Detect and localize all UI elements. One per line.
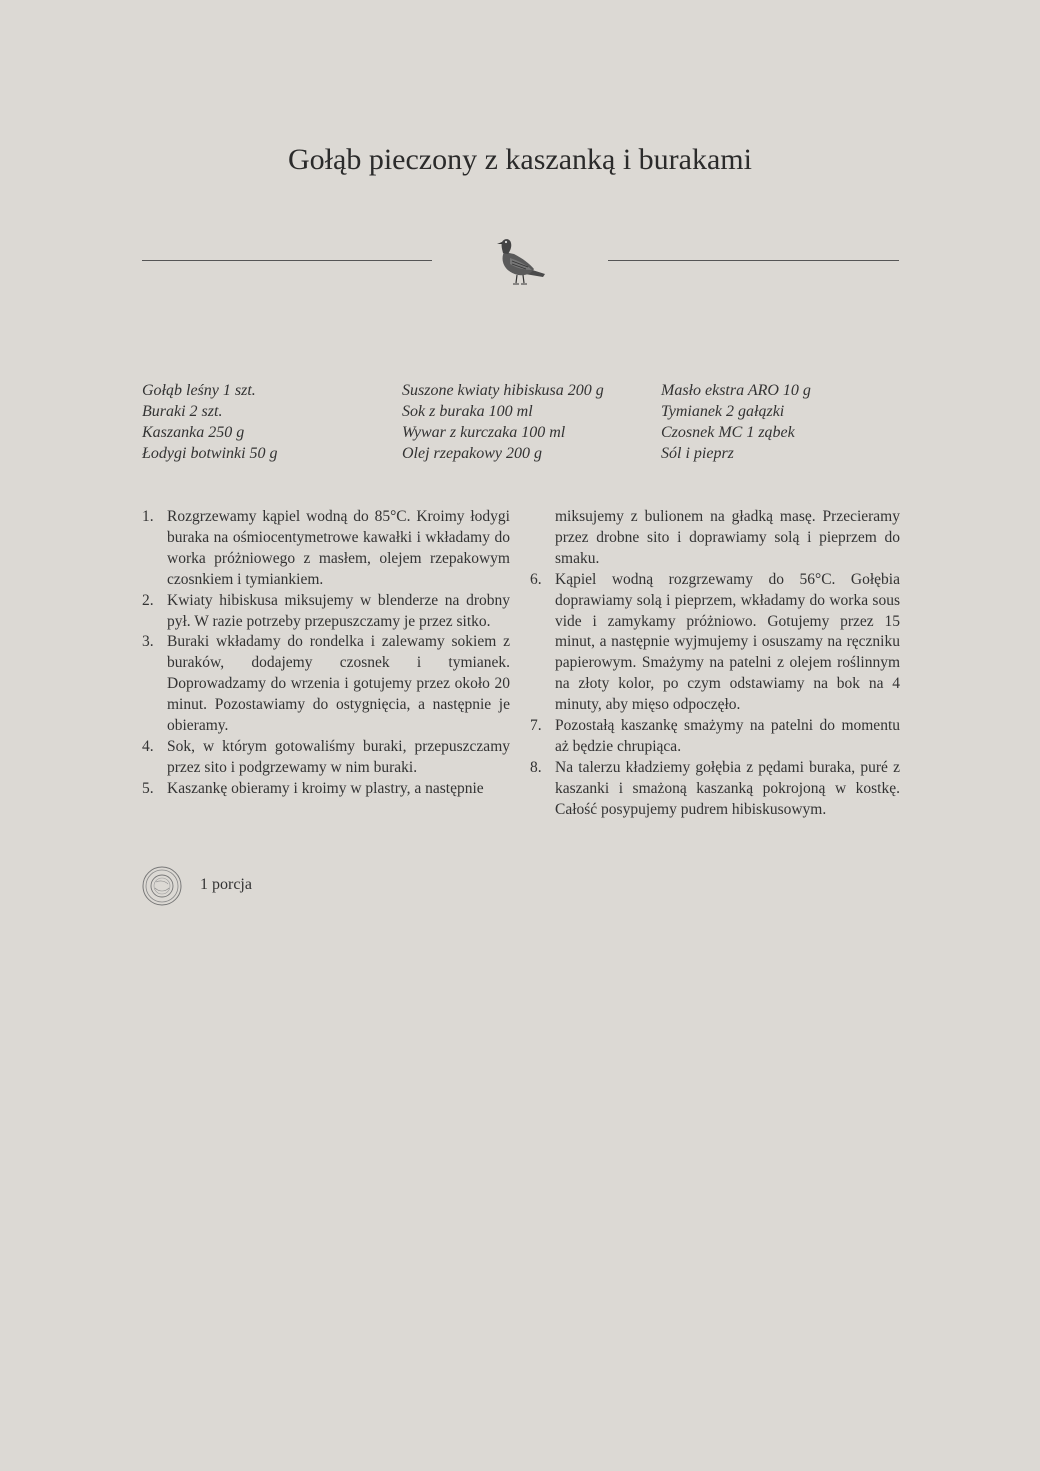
step-number: 3. bbox=[142, 633, 154, 651]
ingredient-item: Czosnek MC 1 ząbek bbox=[661, 424, 795, 441]
step-number: 2. bbox=[142, 591, 154, 609]
step-number: 6. bbox=[530, 570, 542, 588]
ingredient-item: Wywar z kurczaka 100 ml bbox=[402, 424, 566, 441]
ingredient-item: Buraki 2 szt. bbox=[142, 403, 223, 420]
ingredients-column-2 bbox=[402, 380, 604, 464]
plate-icon bbox=[142, 866, 182, 906]
step-item bbox=[142, 632, 510, 737]
step-item bbox=[142, 507, 510, 591]
step-text: Na talerzu kładziemy gołębia z pędami buraka, puré z kaszanki i smażoną kaszanką pokrojoną w kostkę. Całość posypujemy pudrem hibiskusowym. bbox=[555, 758, 900, 818]
ingredient-item: Olej rzepakowy 200 g bbox=[402, 445, 542, 462]
ingredient-item: Sól i pieprz bbox=[661, 445, 734, 462]
step-text: Kaszankę obieramy i kroimy w plastry, a następnie bbox=[167, 779, 484, 797]
pigeon-icon bbox=[490, 230, 550, 290]
recipe-title: Gołąb pieczony z kaszanką i burakami bbox=[288, 143, 752, 176]
step-number: 8. bbox=[530, 758, 542, 776]
ingredient-item: Łodygi botwinki 50 g bbox=[142, 445, 278, 462]
ingredient-item: Kaszanka 250 g bbox=[142, 424, 245, 441]
ingredient-item: Suszone kwiaty hibiskusa 200 g bbox=[402, 382, 604, 399]
step-number: 1. bbox=[142, 508, 154, 525]
step-text: Pozostałą kaszankę smażymy na patelni do momentu aż będzie chrupiąca. bbox=[555, 717, 900, 755]
ingredient-item: Gołąb leśny 1 szt. bbox=[142, 382, 256, 399]
step-item bbox=[530, 570, 900, 716]
step-text: Sok, w którym gotowaliśmy buraki, przepuszczamy przez sito i podgrzewamy w nim buraki. bbox=[167, 737, 510, 776]
steps-column-left bbox=[142, 507, 510, 800]
ingredient-item: Masło ekstra ARO 10 g bbox=[661, 382, 811, 399]
step-number: 7. bbox=[530, 717, 542, 735]
step-number: 4. bbox=[142, 737, 154, 755]
step-text: Rozgrzewamy kąpiel wodną do 85°C. Kroimy łodygi buraka na ośmiocentymetrowe kawałki i wkładamy do worka próżniowego z masłem, olejem rzepakowym czosnkiem i tymiankiem. bbox=[167, 508, 510, 588]
ingredients-column-3 bbox=[661, 380, 811, 464]
step-item-continued bbox=[530, 507, 900, 570]
step-text: Kwiaty hibiskusa miksujemy w blenderze na drobny pył. W razie potrzeby przepuszczamy je przez sitko. bbox=[167, 591, 510, 630]
step-item bbox=[142, 737, 510, 779]
divider-left bbox=[142, 260, 432, 261]
ingredients-column-1 bbox=[142, 380, 278, 464]
divider-right bbox=[608, 260, 899, 261]
ingredients-list bbox=[142, 380, 902, 470]
steps-column-right bbox=[530, 507, 900, 821]
step-item bbox=[530, 716, 900, 758]
portion-label: 1 porcja bbox=[200, 876, 252, 893]
step-item bbox=[142, 591, 510, 633]
step-text: Kąpiel wodną rozgrzewamy do 56°C. Gołębia doprawiamy solą i pieprzem, wkładamy do worka sous vide i zamykamy próżniowo. Gotujemy przez 15 minut, a następnie wyjmujemy i osuszamy na ręczniku papierowym. Smażymy na patelni z olejem roślinnym na złoty kolor, po czym odstawiamy na bok na 4 minuty, aby mięso odpoczęło. bbox=[555, 570, 900, 714]
step-item bbox=[530, 758, 900, 821]
step-item bbox=[142, 779, 510, 800]
ingredient-item: Tymianek 2 gałązki bbox=[661, 403, 785, 420]
ingredient-item: Sok z buraka 100 ml bbox=[402, 403, 533, 420]
step-text: miksujemy z bulionem na gładką masę. Przecieramy przez drobne sito i doprawiamy solą i pieprzem do smaku. bbox=[555, 508, 900, 567]
step-text: Buraki wkładamy do rondelka i zalewamy sokiem z buraków, dodajemy czosnek i tymianek. Doprowadzamy do wrzenia i gotujemy przez około 20 minut. Pozostawiamy do ostygnięcia, a następnie je obieramy. bbox=[167, 633, 510, 735]
step-number: 5. bbox=[142, 779, 154, 797]
